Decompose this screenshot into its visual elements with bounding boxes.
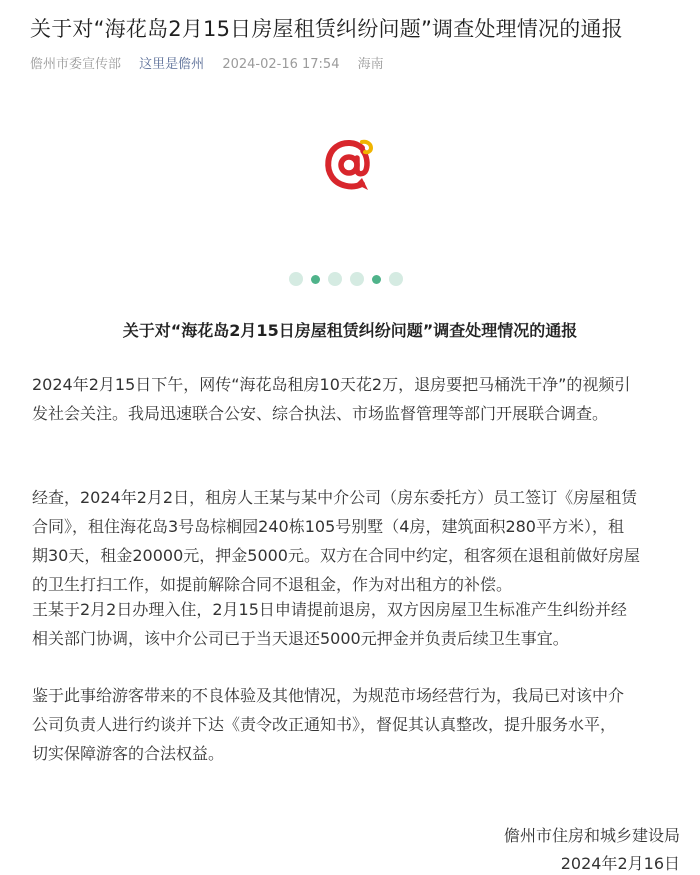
paragraph-line: 发社会关注。我局迅速联合公安、综合执法、市场监督管理等部门开展联合调查。 — [32, 404, 609, 423]
paragraph-line: 期30天，租金20000元，押金5000元。双方在合同中约定，租客须在退租前做好房屋 — [32, 546, 640, 565]
account-link[interactable]: 这里是儋州 — [139, 57, 205, 72]
paragraph-line: 相关部门协调，该中介公司已于当天退还5000元押金并负责后续卫生事宜。 — [32, 629, 569, 648]
carousel-dot[interactable] — [350, 272, 364, 286]
notice-paragraph-2 — [32, 483, 672, 599]
signature-organization: 儋州市住房和城乡建设局 — [503, 826, 680, 845]
paragraph-line: 2024年2月15日下午，网传“海花岛租房10天花2万，退房要把马桶洗干净”的视频引 — [32, 375, 631, 394]
notice-paragraph-4 — [32, 681, 672, 768]
article-meta — [30, 56, 398, 74]
carousel-dot-active[interactable] — [311, 275, 320, 284]
publish-location: 海南 — [357, 57, 384, 72]
paragraph-line: 经查，2024年2月2日，租房人王某与某中介公司（房东委托方）员工签订《房屋租赁 — [32, 488, 638, 507]
notice-heading: 关于对“海花岛2月15日房屋租赁纠纷问题”调查处理情况的通报 — [122, 321, 578, 340]
paragraph-line: 公司负责人进行约谈并下达《责令改正通知书》，督促其认真整改，提升服务水平， — [32, 715, 617, 734]
paragraph-line: 王某于2月2日办理入住，2月15日申请提前退房，双方因房屋卫生标准产生纠纷并经 — [32, 600, 627, 619]
author-name: 儋州市委宣传部 — [30, 57, 122, 72]
paragraph-line: 鉴于此事给游客带来的不良体验及其他情况，为规范市场经营行为，我局已对该中介 — [32, 686, 625, 705]
paragraph-line: 切实保障游客的合法权益。 — [32, 744, 225, 763]
carousel-indicator — [289, 272, 403, 286]
at-sign-logo-icon — [318, 134, 382, 198]
carousel-dot[interactable] — [389, 272, 403, 286]
carousel-dot[interactable] — [289, 272, 303, 286]
publish-datetime: 2024-02-16 17:54 — [222, 57, 340, 72]
notice-paragraph-3 — [32, 595, 672, 653]
signature-date: 2024年2月16日 — [560, 854, 680, 873]
carousel-dot[interactable] — [328, 272, 342, 286]
paragraph-line: 合同》，租住海花岛3号岛棕榈园240栋105号别墅（4房，建筑面积280平方米），租 — [32, 517, 624, 536]
article-title: 关于对“海花岛2月15日房屋租赁纠纷问题”调查处理情况的通报 — [30, 17, 623, 41]
carousel-dot-active[interactable] — [372, 275, 381, 284]
notice-paragraph-1 — [32, 370, 672, 428]
paragraph-line: 的卫生打扫工作，如提前解除合同不退租金，作为对出租方的补偿。 — [32, 575, 513, 594]
